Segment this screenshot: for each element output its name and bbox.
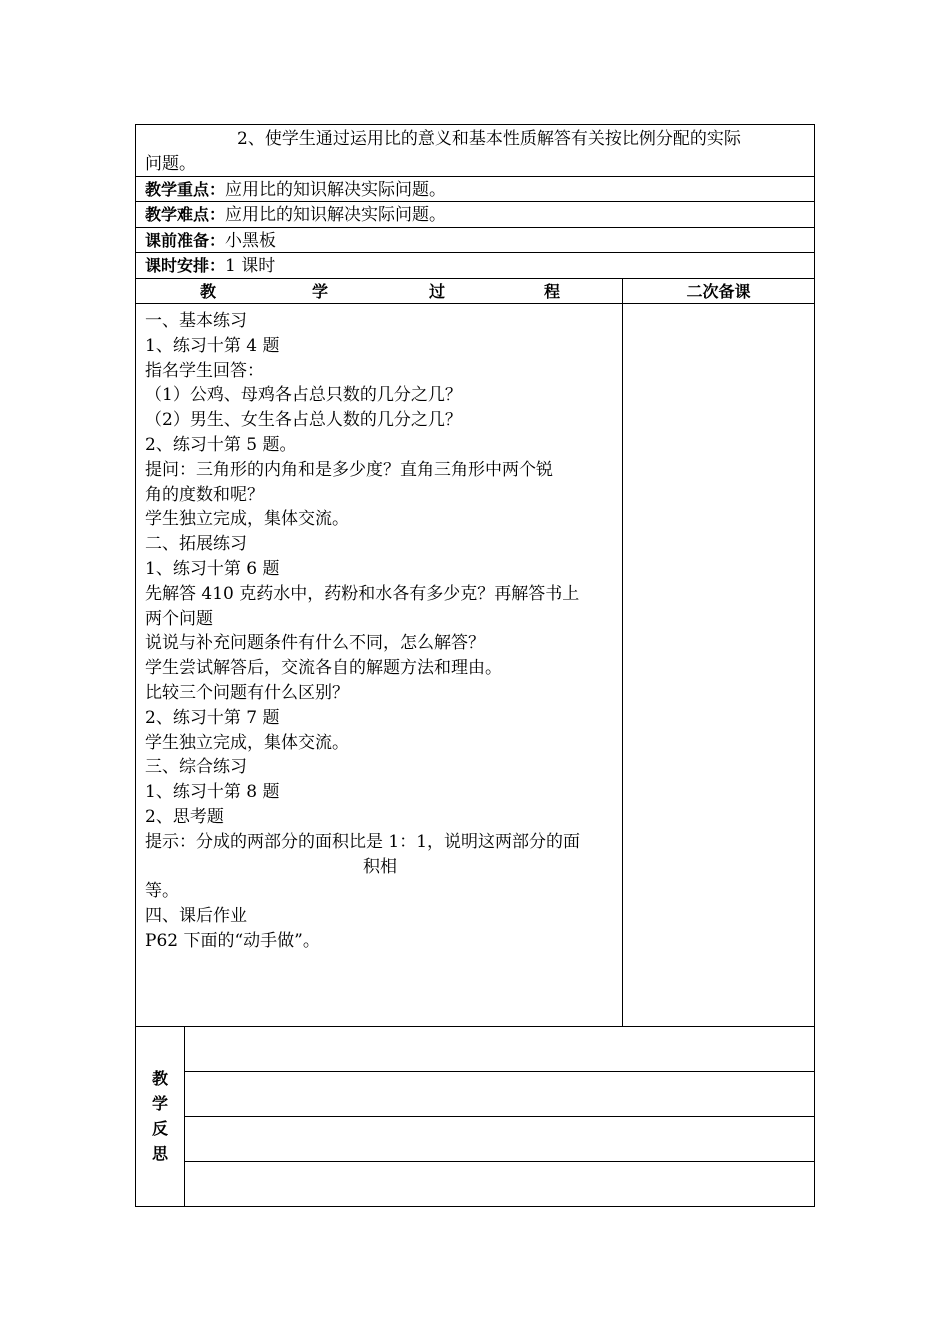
process-line: 积相: [363, 856, 397, 877]
reflection-char: 教: [151, 1069, 168, 1088]
reflection-section: [136, 1027, 814, 1206]
process-line: 两个问题: [145, 608, 213, 629]
process-line: 1、练习十第 8 题: [145, 782, 280, 803]
reflection-line-4: [185, 1162, 814, 1207]
lesson-plan-table: [135, 124, 815, 1207]
process-line: 1、练习十第 4 题: [145, 335, 280, 356]
objective-row: [136, 125, 814, 177]
process-line: 角的度数和呢？: [145, 484, 264, 505]
process-line: 比较三个问题有什么区别？: [145, 682, 349, 703]
process-header-char-3: 过: [429, 282, 446, 301]
reflection-char: 反: [151, 1119, 168, 1138]
reflection-line-1: [185, 1027, 814, 1072]
reflection-char: 学: [151, 1094, 168, 1113]
process-line: 四、课后作业: [145, 906, 247, 927]
reflection-line-3: [185, 1117, 814, 1162]
process-line: 说说与补充问题条件有什么不同，怎么解答？: [145, 633, 485, 654]
process-line: 2、思考题: [145, 806, 224, 827]
process-header: [136, 279, 623, 304]
process-header-char-2: 学: [312, 282, 329, 301]
process-line: 指名学生回答：: [145, 360, 264, 381]
process-line: 学生尝试解答后，交流各自的解题方法和理由。: [145, 658, 502, 679]
process-row: [136, 304, 814, 1027]
process-line: 提问：三角形的内角和是多少度？直角三角形中两个锐: [145, 459, 553, 480]
objective-line-1: 2、使学生通过运用比的意义和基本性质解答有关按比例分配的实际: [237, 129, 741, 149]
preparation-row: [136, 228, 814, 253]
process-line: （2）男生、女生各占总人数的几分之几？: [145, 410, 462, 431]
process-line: 一、基本练习: [145, 311, 247, 331]
difficulty-row: [136, 202, 814, 228]
reflection-char: 思: [151, 1144, 168, 1163]
objective-text: [145, 127, 808, 177]
reflection-line-2: [185, 1072, 814, 1117]
process-line: 2、练习十第 5 题。: [145, 434, 297, 455]
process-content: [145, 309, 618, 954]
process-line: 二、拓展练习: [145, 534, 247, 555]
second-prep-cell: [623, 304, 814, 1026]
difficulty-value: 应用比的知识解决实际问题。: [225, 205, 447, 225]
schedule-value: 1 课时: [225, 256, 276, 276]
process-line: 学生独立完成，集体交流。: [145, 732, 349, 753]
process-line: 先解答 410 克药水中，药粉和水各有多少克？再解答书上: [145, 583, 580, 604]
key-point-value: 应用比的知识解决实际问题。: [225, 180, 447, 200]
process-line: 提示：分成的两部分的面积比是 1：1，说明这两部分的面: [145, 831, 581, 852]
schedule-row: [136, 253, 814, 279]
reflection-label: [136, 1027, 185, 1206]
objective-line-2: 问题。: [145, 154, 196, 174]
schedule-label: 课时安排：: [145, 256, 226, 275]
process-header-char-4: 程: [544, 282, 561, 301]
process-line: 三、综合练习: [145, 757, 247, 778]
difficulty-label: 教学难点：: [145, 205, 226, 224]
key-point-label: 教学重点：: [145, 180, 226, 199]
process-line: 等。: [145, 881, 179, 902]
process-line: 1、练习十第 6 题: [145, 558, 280, 579]
process-cell: [136, 304, 623, 1026]
second-prep-header: 二次备课: [686, 282, 751, 301]
preparation-label: 课前准备：: [145, 231, 226, 250]
process-line: P62 下面的“动手做”。: [145, 930, 320, 951]
preparation-value: 小黑板: [225, 231, 277, 251]
process-line: 2、练习十第 7 题: [145, 707, 280, 728]
process-line: （1）公鸡、母鸡各占总只数的几分之几？: [145, 385, 462, 406]
header-row: [136, 279, 814, 304]
process-header-char-1: 教: [200, 282, 217, 301]
key-point-row: [136, 177, 814, 202]
process-line: 学生独立完成，集体交流。: [145, 509, 349, 530]
